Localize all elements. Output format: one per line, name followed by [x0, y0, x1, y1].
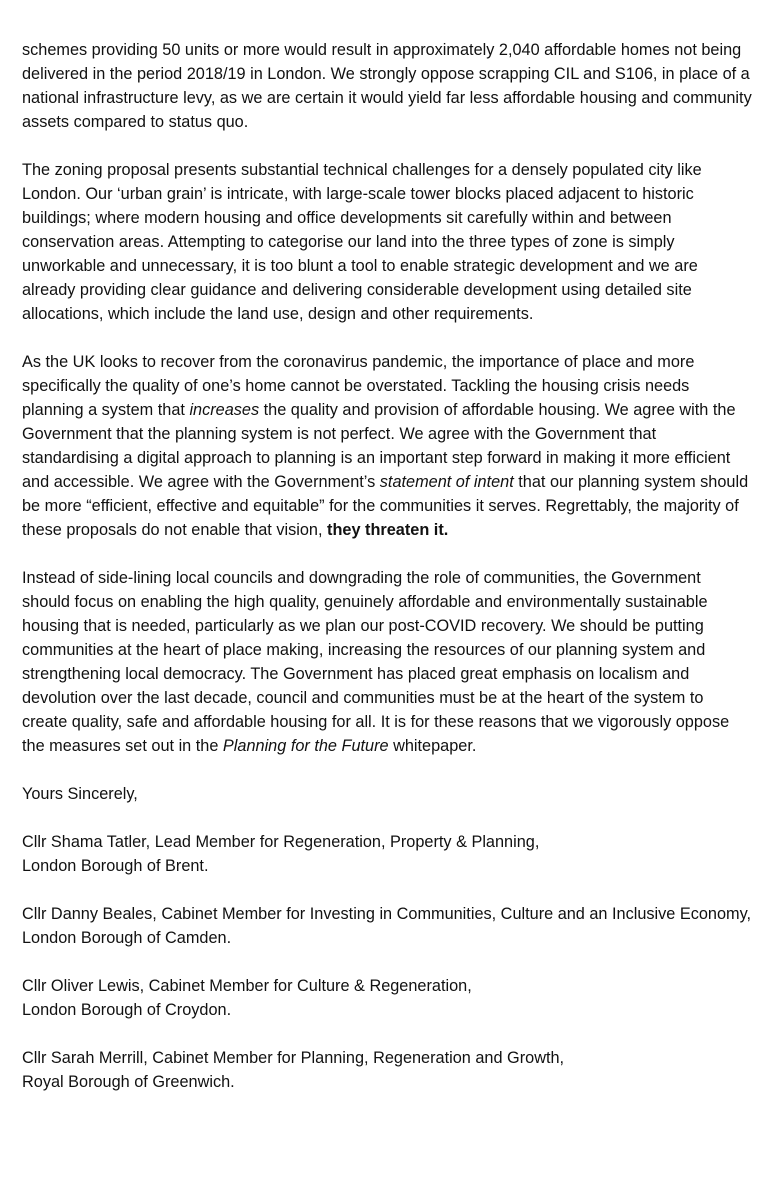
signatory-greenwich [22, 1046, 752, 1094]
signatory-role: Cllr Shama Tatler, Lead Member for Regeneration, Property & Planning, [22, 833, 540, 851]
paragraph-text: whitepaper. [388, 737, 477, 755]
emphasis-statement-of-intent: statement of intent [379, 473, 514, 491]
signatory-borough: Royal Borough of Greenwich. [22, 1073, 235, 1091]
emphasis-they-threaten-it: they threaten it. [327, 521, 449, 539]
paragraph-cil-s106: schemes providing 50 units or more would result in approximately 2,040 affordable homes not being delivered in the period 2018/19 in London. We strongly oppose scrapping CIL and S106, in place of a national infrastructure levy, as we are certain it would yield far less affordable housing and community assets compared to status quo. [22, 41, 752, 131]
closing-salutation: Yours Sincerely, [22, 785, 138, 803]
paragraph-coronavirus [22, 350, 752, 542]
signatory-role: Cllr Danny Beales, Cabinet Member for Investing in Communities, Culture and an Inclusive Economy, [22, 905, 752, 923]
signatory-borough: London Borough of Croydon. [22, 1001, 232, 1019]
signatory-role: Cllr Sarah Merrill, Cabinet Member for Planning, Regeneration and Growth, [22, 1049, 565, 1067]
paragraph-text: that our planning system should be more “efficient, effective and equitable” for the communities it serves. Regrettably, the majority of these proposals do not enable that vision, [22, 473, 749, 539]
signatory-croydon [22, 974, 752, 1022]
paragraph-text: Instead of side-lining local councils and downgrading the role of communities, the Government should focus on enabling the high quality, genuinely affordable and environmentally sustainable housing that is needed, particularly as we plan our post-COVID recovery. We should be putting communities at the heart of place making, increasing the resources of our planning system and strengthening local democracy. The Government has placed great emphasis on localism and devolution over the last decade, council and communities must be at the heart of the system to create quality, safe and affordable housing for all. It is for these reasons that we vigorously oppose the measures set out in the [22, 569, 730, 755]
signatory-borough: London Borough of Camden. [22, 929, 232, 947]
signatory-brent [22, 830, 752, 878]
emphasis-whitepaper-title: Planning for the Future [222, 737, 389, 755]
paragraph-text: the quality and provision of affordable housing. We agree with the Government that the planning system is not perfect. We agree with the Government that standardising a digital approach to planning is an important step forward in making it more efficient and accessible. We agree with the Government’s [22, 401, 736, 491]
signatory-camden [22, 902, 752, 950]
paragraph-communities [22, 566, 752, 758]
paragraph-text: As the UK looks to recover from the coronavirus pandemic, the importance of place and more specifically the quality of one’s home cannot be overstated. Tackling the housing crisis needs planning a system that [22, 353, 695, 419]
signatory-borough: London Borough of Brent. [22, 857, 209, 875]
paragraph-zoning: The zoning proposal presents substantial technical challenges for a densely populated city like London. Our ‘urban grain’ is intricate, with large-scale tower blocks placed adjacent to historic buildings; where modern housing and office developments sit carefully within and between conservation areas. Attempting to categorise our land into the three types of zone is simply unworkable and unnecessary, it is too blunt a tool to enable strategic development and we are already providing clear guidance and delivering considerable development using detailed site allocations, which include the land use, design and other requirements. [22, 161, 702, 323]
letter-page [22, 38, 752, 1118]
emphasis-increases: increases [189, 401, 260, 419]
signatory-role: Cllr Oliver Lewis, Cabinet Member for Culture & Regeneration, [22, 977, 472, 995]
